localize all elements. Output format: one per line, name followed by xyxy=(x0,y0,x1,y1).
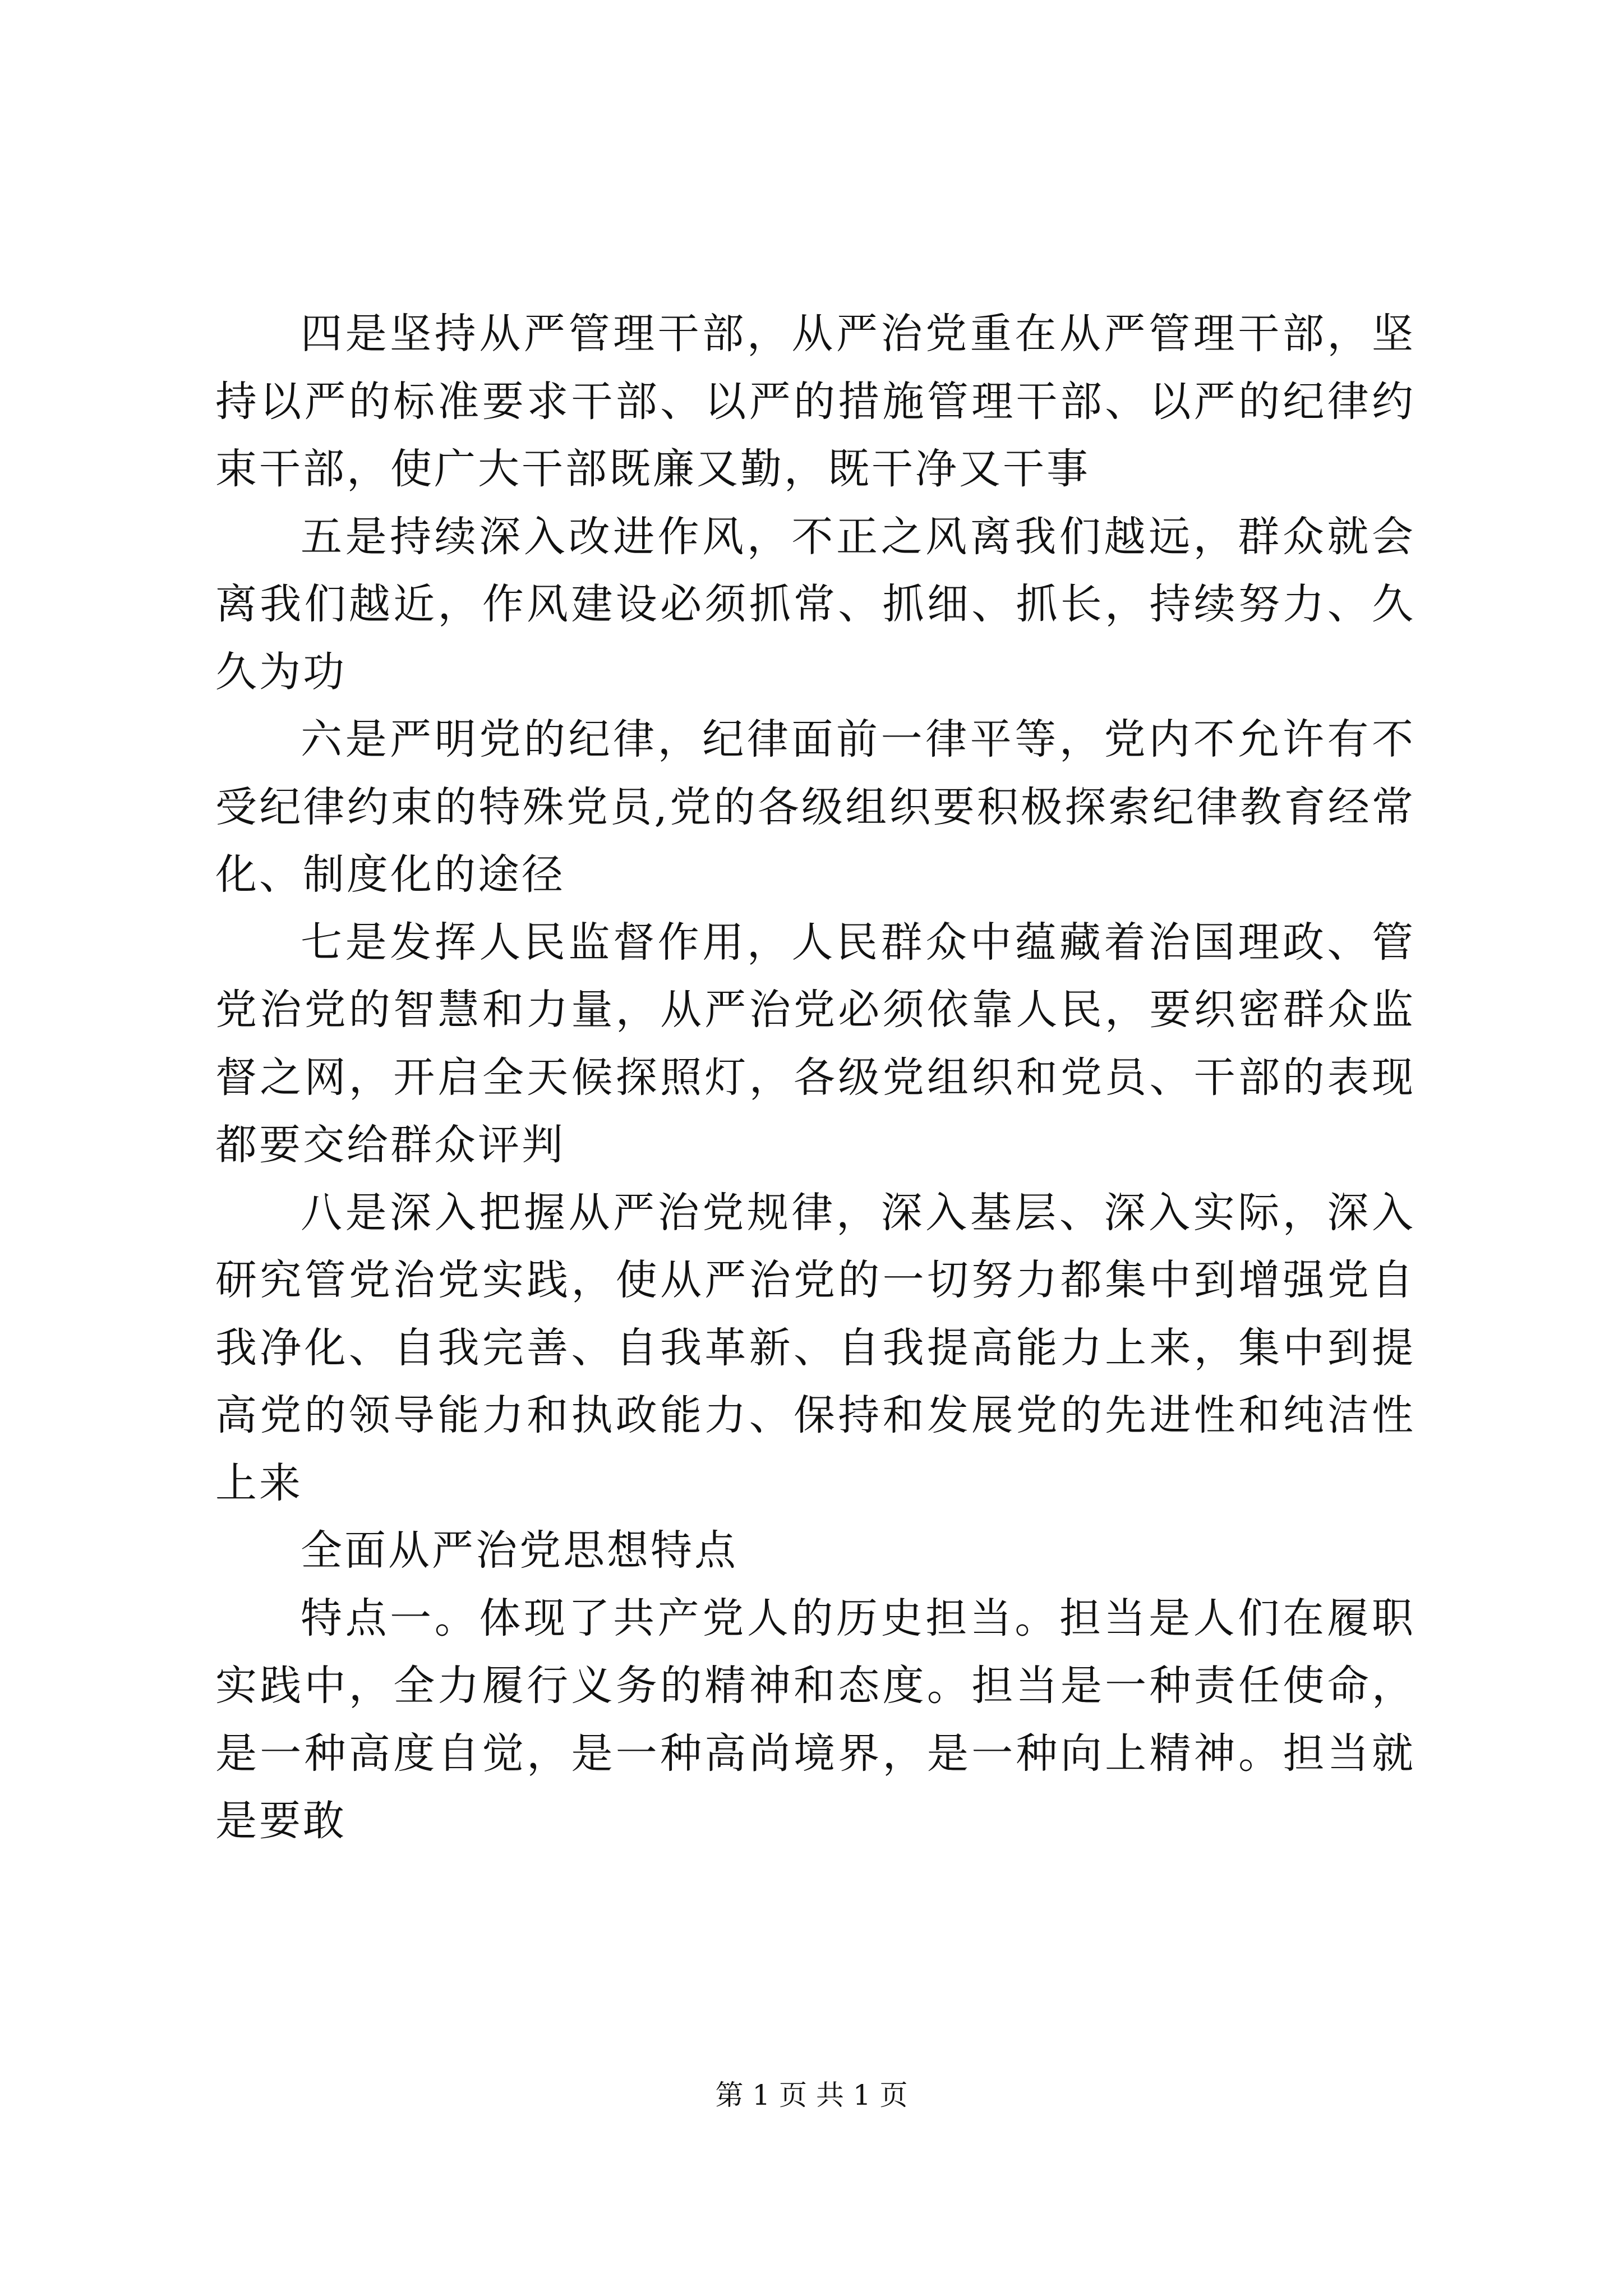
paragraph-1: 四是坚持从严管理干部，从严治党重在从严管理干部，坚持以严的标准要求干部、以严的措施管理干部、以严的纪律约束干部，使广大干部既廉又勤，既干净又干事 xyxy=(215,310,1415,493)
page-footer: 第 1 页 共 1 页 xyxy=(715,2079,908,2111)
paragraph-4: 七是发挥人民监督作用，人民群众中蕴藏着治国理政、管党治党的智慧和力量，从严治党必须依靠人民，要织密群众监督之网，开启全天候探照灯，各级党组织和党员、干部的表现都要交给群众评判 xyxy=(215,918,1415,1169)
document-body xyxy=(215,300,1415,1855)
paragraph-6: 特点一。体现了共产党人的历史担当。担当是人们在履职实践中，全力履行义务的精神和态度。担当是一种责任使命，是一种高度自觉，是一种高尚境界，是一种向上精神。担当就是要敢 xyxy=(215,1594,1415,1845)
section-heading: 全面从严治党思想特点 xyxy=(301,1526,738,1575)
paragraph-5: 八是深入把握从严治党规律，深入基层、深入实际，深入研究管党治党实践，使从严治党的一切努力都集中到增强党自我净化、自我完善、自我革新、自我提高能力上来，集中到提高党的领导能力和执政能力、保持和发展党的先进性和纯洁性上来 xyxy=(215,1188,1415,1507)
paragraph-2: 五是持续深入改进作风，不正之风离我们越远，群众就会离我们越近，作风建设必须抓常、抓细、抓长，持续努力、久久为功 xyxy=(215,512,1415,696)
paragraph-3: 六是严明党的纪律，纪律面前一律平等，党内不允许有不受纪律约束的特殊党员,党的各级组织要积极探索纪律教育经常化、制度化的途径 xyxy=(215,715,1415,899)
